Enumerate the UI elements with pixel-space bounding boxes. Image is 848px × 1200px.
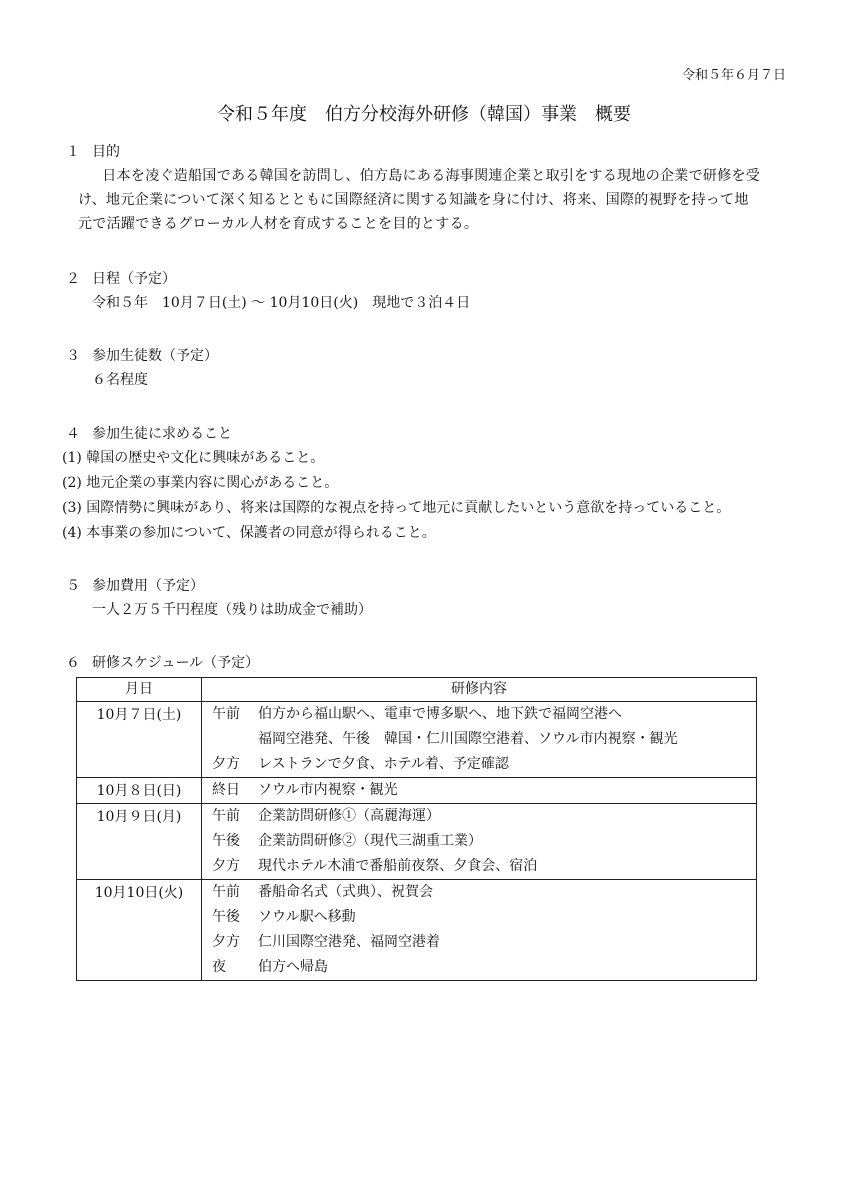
schedule-row	[77, 778, 757, 804]
schedule-header-row	[77, 678, 757, 702]
activity-time: 午後	[212, 833, 240, 849]
schedule-row	[77, 880, 757, 981]
section-heading	[66, 574, 782, 598]
activity-time: 午後	[212, 909, 240, 925]
activity-line	[202, 752, 756, 777]
schedule-activities	[202, 880, 757, 981]
activity-line	[202, 829, 756, 854]
section-schedule-dates	[66, 267, 782, 315]
activity-line	[202, 930, 756, 955]
requirement-item: (1) 韓国の歴史や文化に興味があること。	[62, 450, 325, 466]
activity-text: 企業訪問研修①（高麗海運）	[258, 808, 440, 824]
section-purpose	[66, 140, 782, 236]
section-body: 一人２万５千円程度（残りは助成金で補助）	[92, 602, 372, 618]
activity-line	[202, 702, 756, 727]
section-participants	[66, 344, 782, 392]
schedule-row	[77, 702, 757, 778]
activity-time: 終日	[212, 782, 240, 798]
section-number: ２	[66, 271, 80, 287]
purpose-line: け、地元企業について深く知るとともに国際経済に関する知識を身に付け、将来、国際的視野を持って地	[78, 192, 749, 208]
schedule-activities	[202, 702, 757, 778]
activity-line	[202, 854, 756, 879]
section-title: 参加費用（予定）	[92, 578, 204, 594]
schedule-activities	[202, 778, 757, 804]
section-number: ４	[66, 426, 80, 442]
activity-text: 企業訪問研修②（現代三湖重工業）	[258, 833, 482, 849]
activity-text: 伯方へ帰島	[258, 959, 328, 975]
section-body: ６名程度	[92, 372, 148, 388]
activity-line	[202, 727, 756, 752]
section-title: 参加生徒に求めること	[92, 426, 232, 442]
schedule-date: 10月10日(火)	[77, 880, 202, 981]
activity-time: 午前	[212, 884, 240, 900]
activity-time: 夕方	[212, 858, 240, 874]
activity-text: 仁川国際空港発、福岡空港着	[258, 934, 440, 950]
activity-time: 午前	[212, 808, 240, 824]
section-number: ３	[66, 348, 80, 364]
activity-time: 午前	[212, 706, 240, 722]
section-heading	[66, 344, 782, 368]
section-heading	[66, 140, 782, 164]
schedule-date: 10月８日(日)	[77, 778, 202, 804]
activity-time: 夜	[212, 959, 226, 975]
section-number: １	[66, 144, 80, 160]
activity-time: 夕方	[212, 934, 240, 950]
schedule-row	[77, 804, 757, 880]
section-title: 日程（予定）	[92, 271, 176, 287]
activity-text: ソウル市内視察・観光	[258, 782, 398, 798]
purpose-line: 日本を凌ぐ造船国である韓国を訪問し、伯方島にある海事関連企業と取引をする現地の企業で研修を受	[88, 168, 761, 184]
activity-line	[202, 804, 756, 829]
schedule-date: 10月７日(土)	[77, 702, 202, 778]
activity-text: 伯方から福山駅へ、電車で博多駅へ、地下鉄で福岡空港へ	[258, 706, 622, 722]
section-heading	[66, 422, 782, 446]
activity-time: 夕方	[212, 756, 240, 772]
document-title: 令和５年度 伯方分校海外研修（韓国）事業 概要	[217, 104, 631, 125]
requirement-item: (4) 本事業の参加について、保護者の同意が得られること。	[62, 525, 436, 541]
schedule-activities	[202, 804, 757, 880]
requirement-item: (2) 地元企業の事業内容に関心があること。	[62, 475, 339, 491]
section-number: ６	[66, 655, 80, 671]
activity-text: レストランで夕食、ホテル着、予定確認	[258, 756, 509, 772]
section-title: 参加生徒数（予定）	[92, 348, 218, 364]
section-title: 目的	[92, 144, 120, 160]
activity-text: ソウル駅へ移動	[258, 909, 356, 925]
section-number: ５	[66, 578, 80, 594]
header-content: 研修内容	[202, 678, 757, 702]
section-requirements	[62, 422, 782, 546]
activity-line	[202, 880, 756, 905]
section-cost	[66, 574, 782, 622]
section-heading	[66, 267, 782, 291]
section-body: 令和５年 10月７日(土) ～ 10月10日(火) 現地で３泊４日	[92, 295, 471, 311]
activity-text: 福岡空港発、午後 韓国・仁川国際空港着、ソウル市内視察・観光	[258, 731, 678, 747]
activity-text: 現代ホテル木浦で番船前夜祭、夕食会、宿泊	[258, 858, 538, 874]
activity-line	[202, 905, 756, 930]
purpose-line: 元で活躍できるグローカル人材を育成することを目的とする。	[78, 216, 479, 232]
activity-line	[202, 955, 756, 980]
section-training-schedule	[66, 651, 782, 675]
schedule-table	[76, 677, 757, 981]
activity-line	[202, 778, 756, 803]
requirement-item: (3) 国際情勢に興味があり、将来は国際的な視点を持って地元に貢献したいという意欲を持っていること。	[62, 500, 731, 516]
document-date: 令和５年６月７日	[681, 68, 786, 83]
header-date: 月日	[77, 678, 202, 702]
schedule-date: 10月９日(月)	[77, 804, 202, 880]
activity-text: 番船命名式（式典）、祝賀会	[258, 884, 433, 900]
section-heading	[66, 651, 782, 675]
section-title: 研修スケジュール（予定）	[92, 655, 260, 671]
